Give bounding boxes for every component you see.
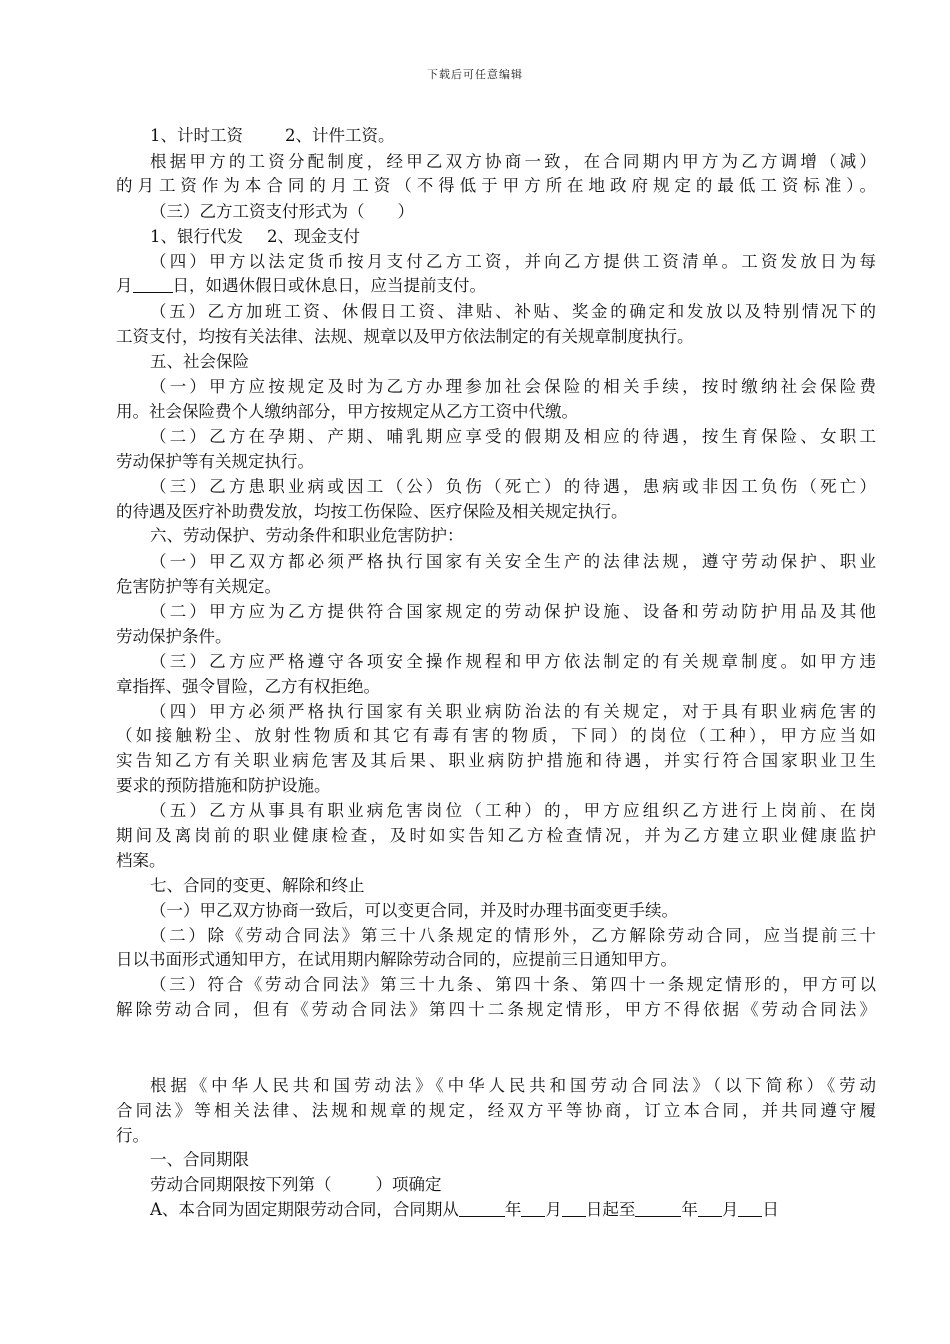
text-line xyxy=(116,274,876,298)
fill-blank-year xyxy=(635,1200,681,1217)
text-line: （四）甲方必须严格执行国家有关职业病防治法的有关规定，对于具有职业病危害的 xyxy=(150,702,876,721)
text-fragment: 劳动合同期限按下列第（ xyxy=(150,1175,332,1194)
fill-blank-month xyxy=(521,1200,545,1217)
text-line: 实告知乙方有关职业病危害及其后果、职业病防护措施和待遇，并实行符合国家职业卫生 xyxy=(116,751,876,770)
text-line: （三）乙方工资支付形式为（ ） xyxy=(150,202,414,221)
fill-blank xyxy=(133,276,173,293)
text-line: 劳动保护条件。 xyxy=(116,627,232,646)
text-line: （二）除《劳动合同法》第三十八条规定的情形外，乙方解除劳动合同，应当提前三十 xyxy=(150,926,876,945)
fill-blank-month xyxy=(698,1200,722,1217)
fill-blank-day xyxy=(562,1200,586,1217)
text-line: （五）乙方加班工资、休假日工资、津贴、补贴、奖金的确定和发放以及特别情况下的 xyxy=(150,302,876,321)
text-fragment: 月 xyxy=(116,276,133,295)
text-line: （一）甲乙双方协商一致后，可以变更合同，并及时办理书面变更手续。 xyxy=(150,901,678,920)
option-text: 2、现金支付 xyxy=(267,227,360,246)
text-line xyxy=(150,1173,910,1197)
option-text: 1、银行代发 xyxy=(150,227,243,246)
text-line: 劳动保护等有关规定执行。 xyxy=(116,452,314,471)
fill-blank-day xyxy=(738,1200,762,1217)
text-fragment: ）项确定 xyxy=(375,1175,442,1194)
option-text: 1、计时工资 xyxy=(150,126,243,145)
fill-blank-year xyxy=(459,1200,505,1217)
text-line: 期间及离岗前的职业健康检查，及时如实告知乙方检查情况，并为乙方建立职业健康监护 xyxy=(116,826,876,845)
section-heading: 七、合同的变更、解除和终止 xyxy=(150,876,365,895)
text-line: （三）乙方应严格遵守各项安全操作规程和甲方依法制定的有关规章制度。如甲方违 xyxy=(150,652,876,671)
text-line: （一）甲方应按规定及时为乙方办理参加社会保险的相关手续，按时缴纳社会保险费 xyxy=(150,377,876,396)
text-fragment: 日，如遇休假日或休息日，应当提前支付。 xyxy=(172,276,486,295)
text-fragment: A、本合同为固定期限劳动合同，合同期从 xyxy=(150,1200,459,1219)
text-line: 根据《中华人民共和国劳动法》《中华人民共和国劳动合同法》（以下简称）《劳动 xyxy=(150,1076,876,1095)
text-line: 章指挥、强令冒险，乙方有权拒绝。 xyxy=(116,677,380,696)
text-line: （一）甲乙双方都必须严格执行国家有关安全生产的法律法规，遵守劳动保护、职业 xyxy=(150,552,876,571)
text-line xyxy=(150,225,910,249)
text-line: 日以书面形式通知甲方，在试用期内解除劳动合同的，应提前三日通知甲方。 xyxy=(116,950,677,969)
text-line: 解除劳动合同，但有《劳动合同法》第四十二条规定情形，甲方不得依据《劳动合同法》 xyxy=(116,1000,876,1019)
text-line: 用。社会保险费个人缴纳部分，甲方按规定从乙方工资中代缴。 xyxy=(116,402,578,421)
text-line: （三）符合《劳动合同法》第三十九条、第四十条、第四十一条规定情形的，甲方可以 xyxy=(150,975,876,994)
page-header: 下载后可任意编辑 xyxy=(427,68,523,81)
text-line: （五）乙方从事具有职业病危害岗位（工种）的，甲方应组织乙方进行上岗前、在岗 xyxy=(150,801,876,820)
text-line xyxy=(150,1198,876,1222)
text-line: （二）乙方在孕期、产期、哺乳期应享受的假期及相应的待遇，按生育保险、女职工 xyxy=(150,427,876,446)
text-line: 合同法》等相关法律、法规和规章的规定，经双方平等协商，订立本合同，并共同遵守履 xyxy=(116,1101,876,1120)
text-line: 危害防护等有关规定。 xyxy=(116,577,281,596)
text-fragment: 月 xyxy=(721,1200,739,1219)
text-line: （如接触粉尘、放射性物质和其它有毒有害的物质，下同）的岗位（工种），甲方应当如 xyxy=(116,726,876,745)
text-line: （四）甲方以法定货币按月支付乙方工资，并向乙方提供工资清单。工资发放日为每 xyxy=(150,252,876,271)
text-fragment: 日 xyxy=(762,1200,779,1219)
option-text: 2、计件工资。 xyxy=(285,126,395,145)
text-line: （三）乙方患职业病或因工（公）负伤（死亡）的待遇，患病或非因工负伤（死亡） xyxy=(150,477,876,496)
text-line: 的待遇及医疗补助费发放，均按工伤保险、医疗保险及相关规定执行。 xyxy=(116,502,628,521)
text-fragment: 月 xyxy=(545,1200,562,1219)
text-fragment: 日起至 xyxy=(585,1200,636,1219)
text-line: 要求的预防措施和防护设施。 xyxy=(116,776,331,795)
text-line: 行。 xyxy=(116,1126,149,1145)
text-fragment: 年 xyxy=(681,1200,698,1219)
text-line xyxy=(150,124,910,148)
text-line: 根据甲方的工资分配制度，经甲乙双方协商一致，在合同期内甲方为乙方调增（减） xyxy=(150,152,876,171)
text-fragment: 年 xyxy=(504,1200,522,1219)
section-heading: 六、劳动保护、劳动条件和职业危害防护： xyxy=(150,526,464,545)
text-line: 工资支付，均按有关法律、法规、规章以及甲方依法制定的有关规章制度执行。 xyxy=(116,327,694,346)
text-line: 档案。 xyxy=(116,851,166,870)
text-line: （二）甲方应为乙方提供符合国家规定的劳动保护设施、设备和劳动防护用品及其他 xyxy=(150,602,876,621)
section-heading: 五、社会保险 xyxy=(150,352,249,371)
text-line: 的月工资作为本合同的月工资（不得低于甲方所在地政府规定的最低工资标准）。 xyxy=(116,176,876,195)
section-heading: 一、合同期限 xyxy=(150,1150,249,1169)
